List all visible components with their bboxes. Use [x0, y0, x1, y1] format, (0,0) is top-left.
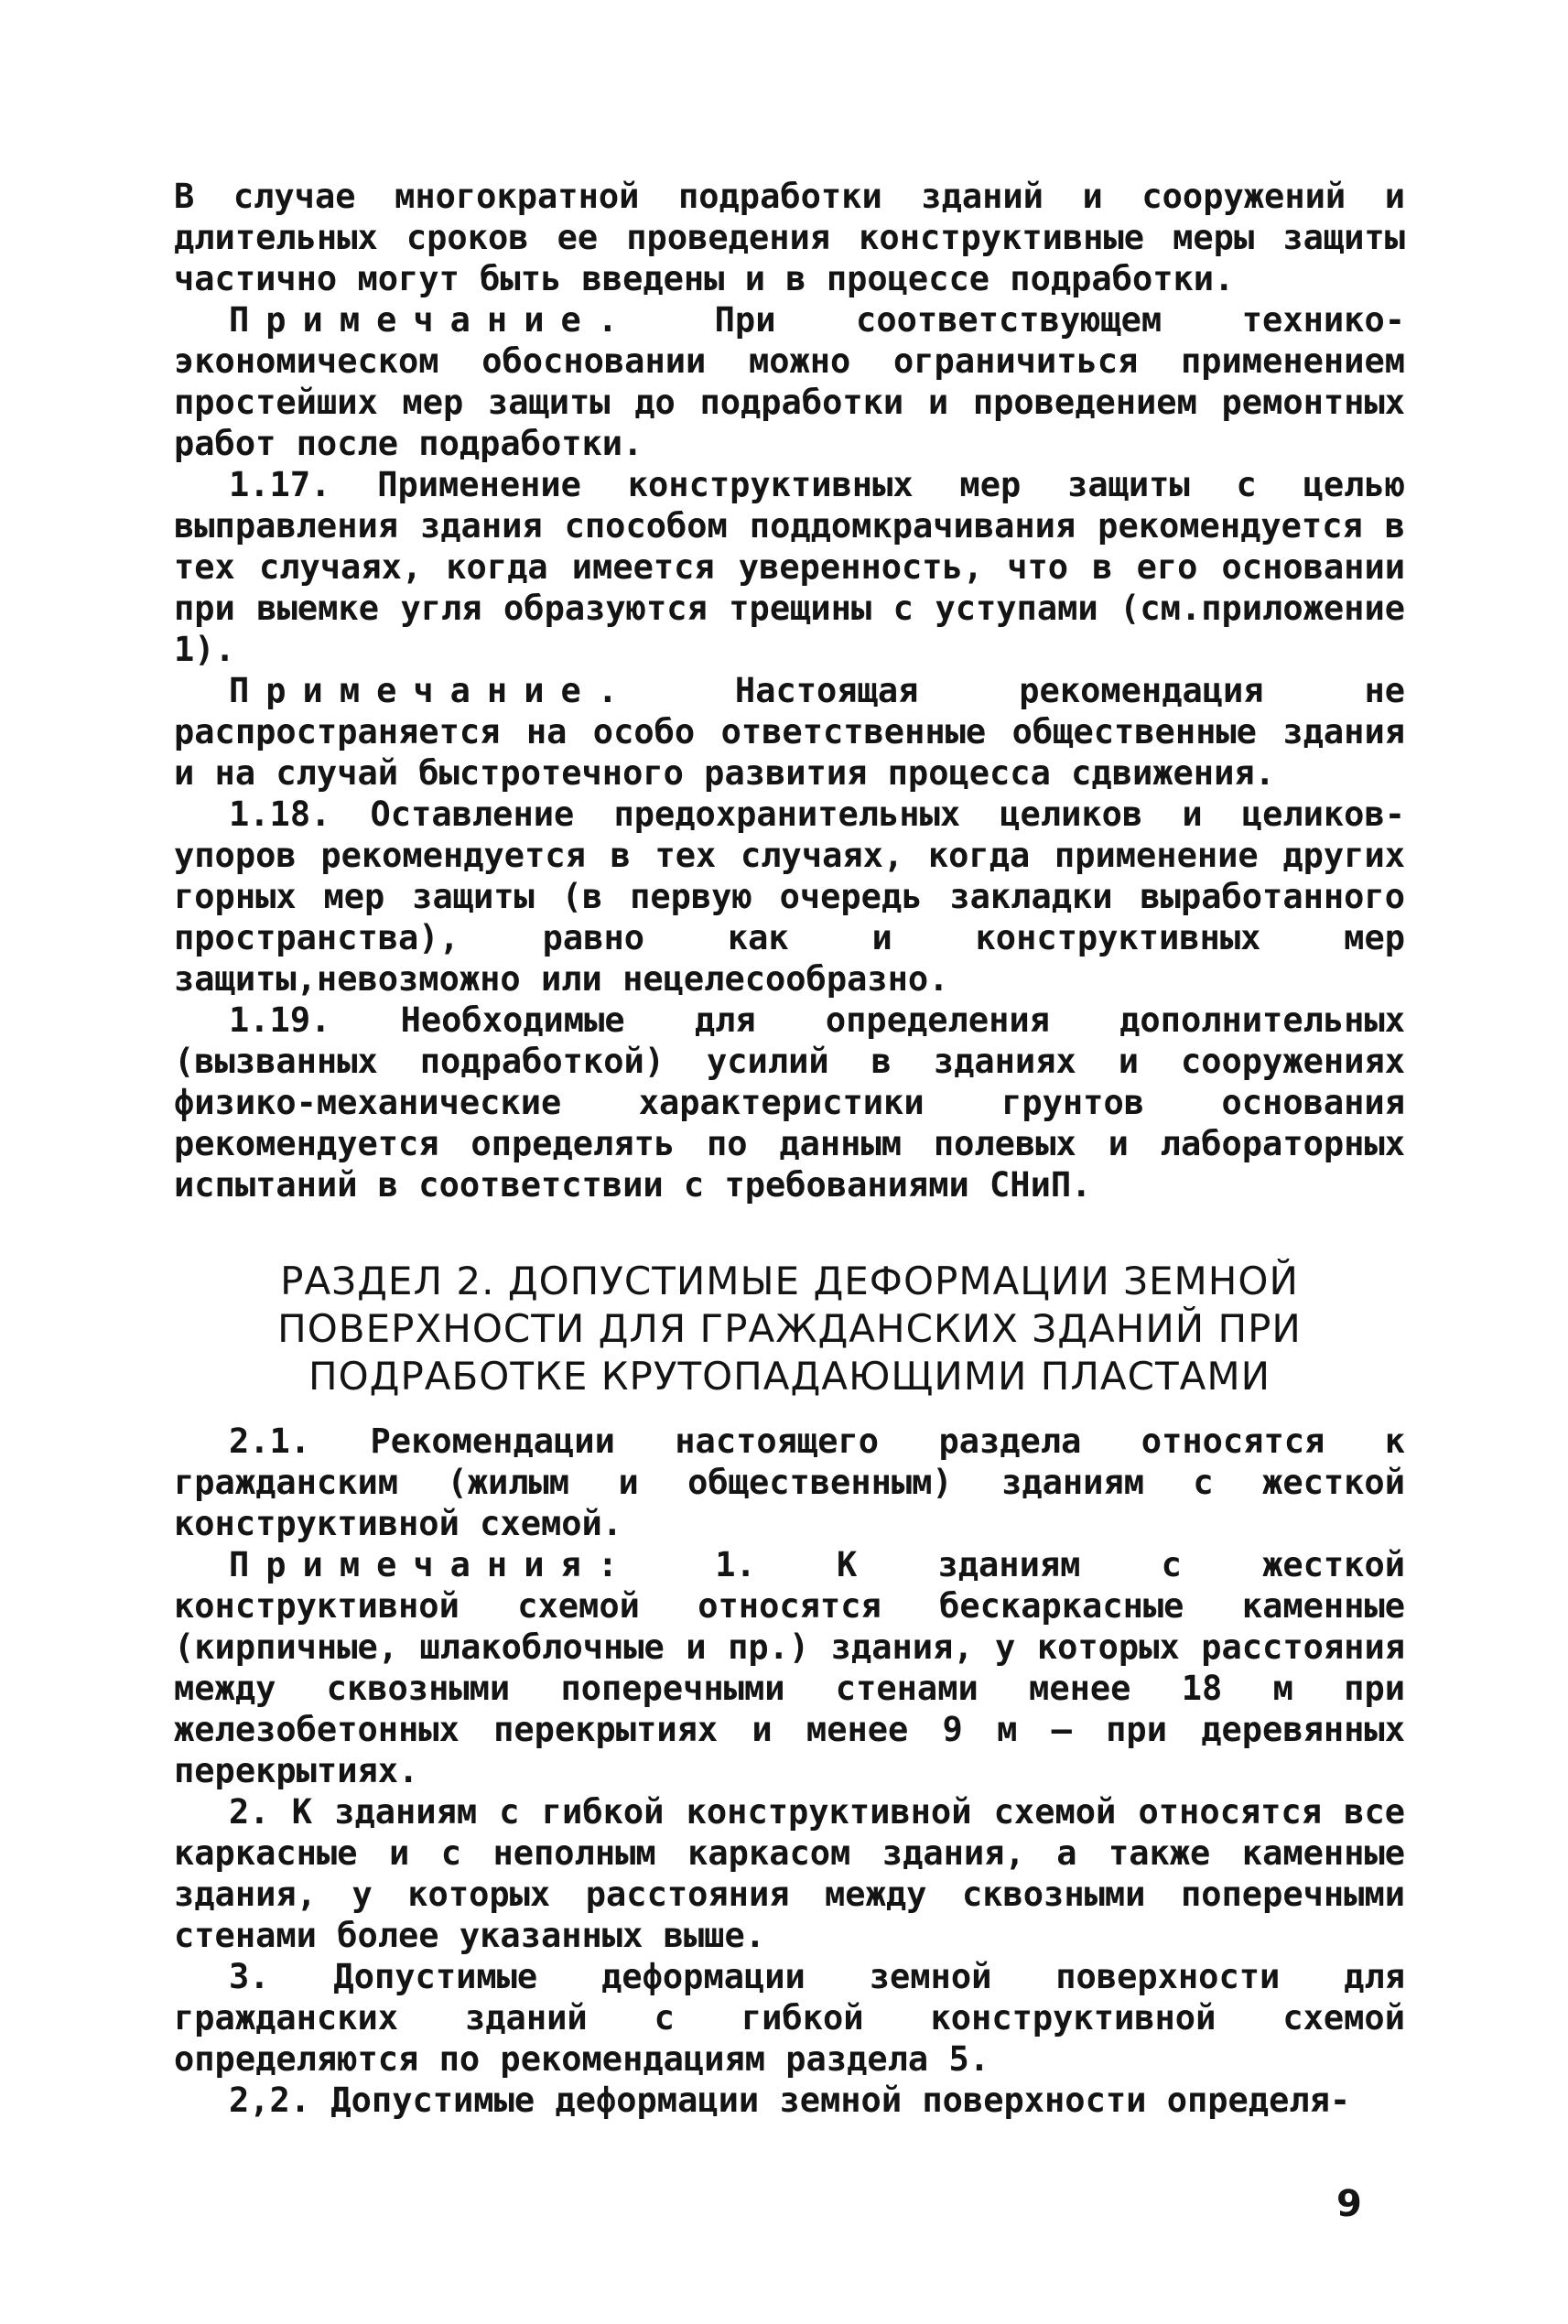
note-1 [174, 299, 1405, 464]
paragraph-1-19: 1.19. Необходимые для определения дополнительных (вызванных подработкой) усилий в зданиях и сооружениях физико-механические характеристики грунтов основания рекомендуется определять по данным полевых и лабораторных испытаний в соответствии с требованиями СНиП. [174, 1000, 1405, 1205]
note-label: Примечание. [229, 300, 635, 340]
section-1-body [174, 176, 1405, 1205]
section-2-heading [174, 1258, 1405, 1400]
section-2-body [174, 1421, 1405, 2121]
note-label: Примечание. [229, 671, 635, 710]
paragraph-continuation: В случае многократной подработки зданий и сооружений и длительных сроков ее проведения конструктивные меры защиты частично могут быть введены и в процессе подработки. [174, 177, 1405, 298]
note-2 [174, 670, 1405, 794]
heading-line: ПОДРАБОТКЕ КРУТОПАДАЮЩИМИ ПЛАСТАМИ [308, 1354, 1271, 1399]
note-text: Настоящая рекомендация не распространяется на особо ответственные общественные здания и на случай быстротечного развития процесса сдвижения. [174, 671, 1405, 793]
notes-1 [174, 1544, 1405, 1791]
page-number: 9 [1336, 2183, 1362, 2225]
notes-label: Примечания: [229, 1545, 635, 1584]
paragraph-1-18: 1.18. Оставление предохранительных целиков и целиков-упоров рекомендуется в тех случаях, когда применение других горных мер защиты (в первую очередь закладки выработанного пространства), равно как и конструктивных мер защиты,невозможно или нецелесообразно. [174, 794, 1405, 999]
note-text: 1. К зданиям с жесткой конструктивной схемой относятся бескаркасные каменные (кирпичные, шлакоблочные и пр.) здания, у которых расстояния между сквозными поперечными стенами менее 18 м при железобетонных перекрытиях и менее 9 м – при деревянных перекрытиях. [174, 1545, 1405, 1790]
paragraph-1-17: 1.17. Применение конструктивных мер защиты с целью выправления здания способом поддомкрачивания рекомендуется в тех случаях, когда имеется уверенность, что в его основании при выемке угля образуются трещины с уступами (см.приложение 1). [174, 465, 1405, 669]
note-text: При соответствующем технико-экономическом обосновании можно ограничиться применением простейших мер защиты до подработки и проведением ремонтных работ после подработки. [174, 300, 1405, 463]
heading-line: РАЗДЕЛ 2. ДОПУСТИМЫЕ ДЕФОРМАЦИИ ЗЕМНОЙ [280, 1259, 1299, 1303]
notes-2: 2. К зданиям с гибкой конструктивной схемой относятся все каркасные и с неполным каркасом здания, а также каменные здания, у которых расстояния между сквозными поперечными стенами более указанных выше. [174, 1792, 1405, 1955]
heading-line: ПОВЕРХНОСТИ ДЛЯ ГРАЖДАНСКИХ ЗДАНИЙ ПРИ [277, 1306, 1302, 1351]
paragraph-2-2: 2,2. Допустимые деформации земной поверхности определя- [229, 2081, 1351, 2120]
paragraph-2-1: 2.1. Рекомендации настоящего раздела относятся к гражданским (жилым и общественным) зданиям с жесткой конструктивной схемой. [174, 1421, 1405, 1543]
notes-3: 3. Допустимые деформации земной поверхности для гражданских зданий с гибкой конструктивной схемой определяются по рекомендациям раздела 5. [174, 1957, 1405, 2079]
